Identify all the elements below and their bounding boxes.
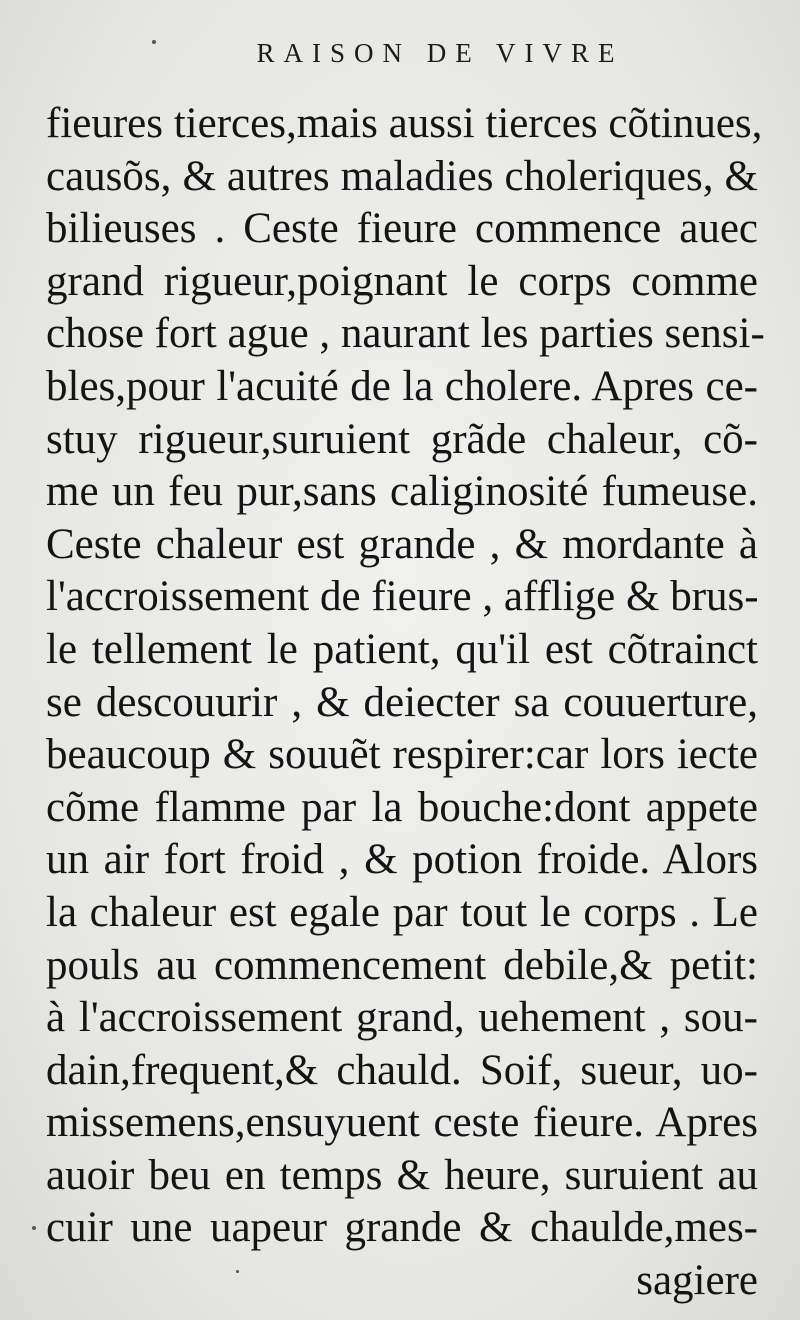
text-line: me un feu pur,sans caliginosité fumeuse.: [46, 468, 758, 516]
text-line: chose fort ague , naurant les parties sensi-: [46, 310, 765, 358]
text-line: l'accroissement de fieure , afflige & brus-: [46, 573, 759, 621]
text-line: stuy rigueur,suruient grãde chaleur, cõ-: [46, 415, 758, 463]
text-line: causõs, & autres maladies choleriques, &: [46, 152, 758, 200]
body-text: [46, 98, 765, 1308]
text-line: pouls au commencement debile,& petit:: [46, 941, 758, 989]
text-line: fieures tierces,mais aussi tierces cõtinues,: [46, 100, 763, 147]
running-head: RAISON DE VIVRE: [256, 38, 624, 68]
catchword: sagiere: [636, 1257, 758, 1305]
text-line: auoir beu en temps & heure, suruient au: [46, 1151, 758, 1199]
text-line: se descouurir , & deiecter sa couuerture,: [46, 678, 758, 726]
text-line: grand rigueur,poignant le corps comme: [46, 257, 758, 305]
ink-speck: [32, 1226, 36, 1230]
text-line: un air fort froid , & potion froide. Alors: [46, 836, 758, 884]
text-line: bles,pour l'acuité de la cholere. Apres ce-: [46, 362, 758, 410]
text-line: cõme flamme par la bouche:dont appete: [46, 783, 758, 831]
text-line: la chaleur est egale par tout le corps . Le: [46, 888, 758, 936]
text-line: le tellement le patient, qu'il est cõtrainct: [46, 625, 758, 673]
text-line: cuir une uapeur grande & chaulde,mes-: [46, 1204, 758, 1252]
text-line: à l'accroissement grand, uehement , sou-: [46, 994, 758, 1042]
text-line: dain,frequent,& chauld. Soif, sueur, uo-: [46, 1046, 758, 1094]
text-line: missemens,ensuyuent ceste fieure. Apres: [46, 1099, 758, 1147]
text-line: Ceste chaleur est grande , & mordante à: [46, 520, 758, 568]
text-line: bilieuses . Ceste fieure commence auec: [46, 205, 758, 253]
text-line: beaucoup & souuẽt respirer:car lors iecte: [46, 731, 758, 779]
